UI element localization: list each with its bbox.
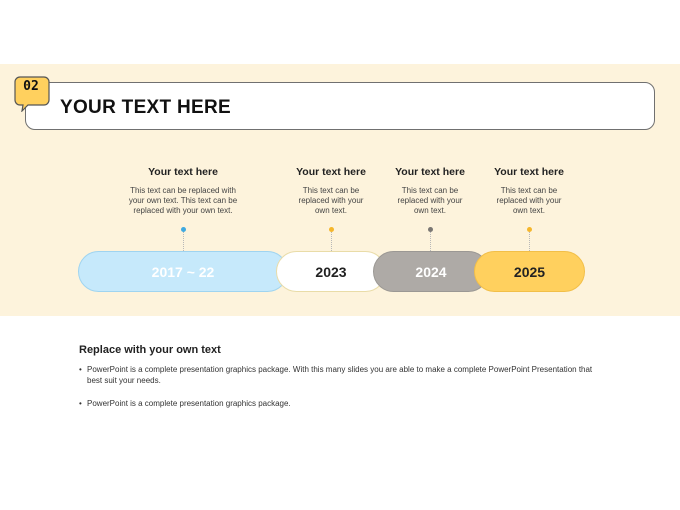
- number-badge: [14, 76, 54, 112]
- column-description: This text can be replaced with your own text. This text can be replaced with your own text.: [128, 186, 238, 215]
- connector-dot: [181, 227, 186, 232]
- column-description: This text can be replaced with your own text.: [298, 186, 364, 215]
- connector-line: [331, 232, 332, 251]
- column-heading: Your text here: [494, 166, 564, 178]
- timeline-column-3: [385, 166, 475, 216]
- column-description: This text can be replaced with your own text.: [397, 186, 463, 215]
- timeline-pill-2025: 2025: [474, 251, 585, 292]
- connector-line: [183, 232, 184, 251]
- title-box: [25, 82, 655, 130]
- connector-dot: [527, 227, 532, 232]
- column-heading: Your text here: [296, 166, 366, 178]
- connector-line: [430, 232, 431, 251]
- connector-dot: [329, 227, 334, 232]
- timeline-column-2: [286, 166, 376, 216]
- timeline-pill-2017-22: 2017 ~ 22: [78, 251, 288, 292]
- timeline-column-4: [484, 166, 574, 216]
- bullet-list: [79, 364, 609, 421]
- timeline-pill-2024: 2024: [373, 251, 489, 292]
- column-description: This text can be replaced with your own text.: [496, 186, 562, 215]
- badge-number: 02: [23, 79, 39, 94]
- timeline-column-1: [118, 166, 248, 216]
- connector-dot: [428, 227, 433, 232]
- bullet-item: • PowerPoint is a complete presentation graphics package.: [79, 398, 609, 409]
- page-title: YOUR TEXT HERE: [60, 97, 231, 118]
- column-heading: Your text here: [395, 166, 465, 178]
- column-heading: Your text here: [148, 166, 218, 178]
- connector-line: [529, 232, 530, 251]
- section-title: Replace with your own text: [79, 344, 221, 356]
- timeline-pill-2023: 2023: [276, 251, 386, 292]
- bullet-item: • PowerPoint is a complete presentation graphics package. With this many slides you are able to make a complete PowerPoint Presentation that best suit your needs.: [79, 364, 609, 386]
